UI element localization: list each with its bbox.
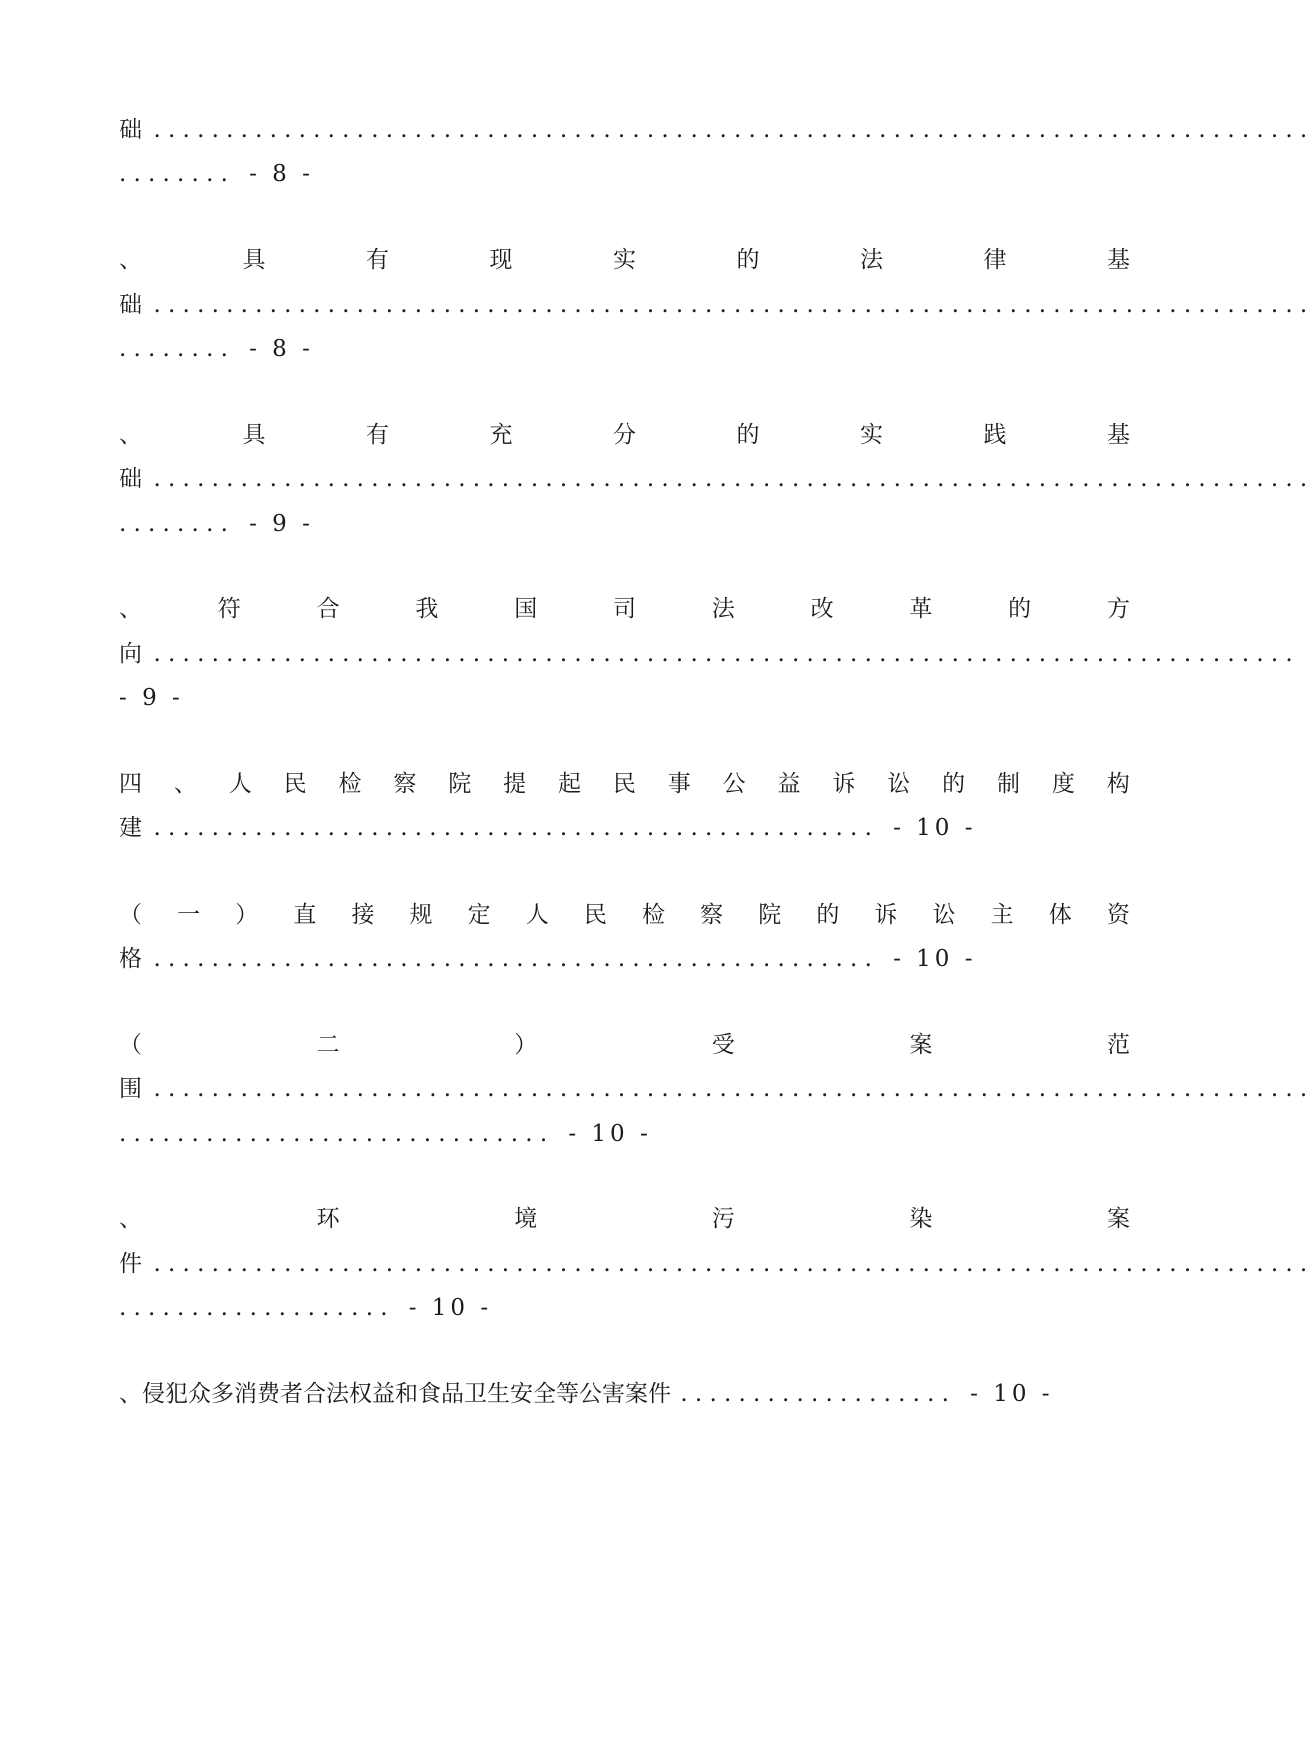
toc-heading-char: 民	[583, 902, 607, 928]
toc-heading-char: （	[119, 902, 142, 928]
toc-heading-char: ）	[235, 902, 259, 928]
toc-entry-5-line	[119, 808, 1130, 848]
toc-entry-8-tail: 件	[119, 1251, 145, 1277]
toc-heading-char: 国	[514, 596, 538, 622]
toc-entry-3-cont	[119, 504, 1130, 544]
toc-entry-2-heading[interactable]	[119, 240, 1130, 280]
toc-heading-char: 察	[700, 902, 724, 928]
toc-heading-char: 的	[942, 771, 966, 797]
toc-heading-char: 具	[242, 422, 266, 448]
toc-heading-char: 讼	[932, 902, 956, 928]
toc-heading-char: 人	[228, 771, 252, 797]
toc-heading-char: 范	[1106, 1032, 1130, 1058]
toc-heading-char: 接	[351, 902, 375, 928]
dot-leader: ...............................................................................	[153, 641, 1300, 667]
toc-heading-char: 我	[415, 596, 439, 622]
toc-entry-1-tail: 础	[119, 117, 145, 143]
toc-entry-3-page[interactable]: - 9 -	[249, 511, 314, 537]
toc-entry-2-tail: 础	[119, 292, 145, 318]
toc-heading-char: 案	[1106, 1206, 1130, 1232]
toc-heading-char: 方	[1106, 596, 1130, 622]
toc-entry-1-line	[119, 110, 1314, 150]
toc-heading-char: 受	[711, 1032, 735, 1058]
dot-leader: ................................................................................	[153, 1076, 1314, 1102]
toc-heading-char: 检	[338, 771, 362, 797]
toc-heading-char: 有	[366, 422, 389, 448]
toc-heading-char: 益	[777, 771, 801, 797]
toc-heading-char: 律	[983, 247, 1007, 273]
toc-heading-char: 境	[514, 1206, 538, 1232]
toc-heading-char: 法	[711, 596, 735, 622]
toc-heading-char: 具	[242, 247, 266, 273]
dot-leader: ..............................	[119, 1121, 555, 1147]
toc-heading-char: 四	[119, 771, 142, 797]
toc-heading-char: 主	[990, 902, 1014, 928]
toc-heading-char: 法	[860, 247, 883, 273]
toc-entry-4-heading[interactable]	[119, 589, 1130, 629]
toc-heading-char: 一	[177, 902, 201, 928]
toc-entry-2-cont	[119, 329, 1130, 369]
toc-entry-5-heading[interactable]	[119, 764, 1130, 804]
toc-entry-7-heading[interactable]	[119, 1025, 1130, 1065]
toc-heading-char: 基	[1107, 247, 1130, 273]
toc-entry-3-heading[interactable]	[119, 415, 1130, 455]
toc-heading-char: （	[119, 1032, 142, 1058]
dot-leader: ...................	[119, 1295, 395, 1321]
toc-heading-char: 的	[736, 422, 760, 448]
toc-heading-char: 的	[816, 902, 840, 928]
dot-leader: ..................................................	[153, 946, 880, 972]
toc-heading-char: 有	[366, 247, 389, 273]
toc-heading-char: 案	[909, 1032, 933, 1058]
toc-heading-char: 实	[613, 247, 636, 273]
toc-entry-7-cont	[119, 1114, 1130, 1154]
toc-heading-char: 直	[293, 902, 317, 928]
toc-heading-char: 定	[467, 902, 491, 928]
dot-leader: ..................................................	[153, 815, 880, 841]
toc-entry-7-line	[119, 1069, 1314, 1109]
dot-leader: ...................	[680, 1381, 957, 1407]
toc-heading-char: 、	[119, 247, 142, 273]
toc-heading-char: 察	[393, 771, 417, 797]
toc-entry-8-cont	[119, 1288, 1130, 1328]
toc-heading-char: 院	[758, 902, 782, 928]
toc-entry-9-title: 、侵犯众多消费者合法权益和食品卫生安全等公害案件	[119, 1381, 671, 1407]
toc-heading-char: 合	[316, 596, 340, 622]
toc-heading-char: 资	[1106, 902, 1130, 928]
toc-entry-4-tail: 向	[119, 641, 145, 667]
toc-entry-8-heading[interactable]	[119, 1199, 1130, 1239]
toc-heading-char: 民	[283, 771, 307, 797]
toc-heading-char: 司	[612, 596, 636, 622]
toc-entry-6-page[interactable]: - 10 -	[893, 946, 977, 972]
dot-leader: ........	[119, 161, 236, 187]
toc-heading-char: 讼	[887, 771, 911, 797]
toc-heading-char: 公	[722, 771, 746, 797]
toc-entry-3-line	[119, 459, 1314, 499]
toc-heading-char: 度	[1051, 771, 1075, 797]
toc-heading-char: 的	[1008, 596, 1032, 622]
toc-heading-char: 提	[503, 771, 527, 797]
dot-leader: ........	[119, 511, 236, 537]
toc-entry-4-cont	[119, 678, 1130, 718]
toc-heading-char: 分	[613, 422, 636, 448]
dot-leader: ................................................................................	[153, 117, 1314, 143]
toc-entry-6-tail: 格	[119, 946, 145, 972]
toc-heading-char: 规	[409, 902, 433, 928]
toc-entry-4-page[interactable]: - 9 -	[119, 685, 184, 711]
dot-leader: ................................................................................	[153, 292, 1314, 318]
toc-entry-5-page[interactable]: - 10 -	[893, 815, 977, 841]
toc-entry-9-line[interactable]	[119, 1374, 1130, 1414]
toc-heading-char: 检	[641, 902, 665, 928]
toc-entry-6-heading[interactable]	[119, 895, 1130, 935]
dot-leader: ................................................................................	[153, 1251, 1314, 1277]
toc-heading-char: 基	[1107, 422, 1130, 448]
toc-entry-1-page[interactable]: - 8 -	[249, 161, 314, 187]
toc-heading-char: 践	[983, 422, 1007, 448]
toc-entry-3-tail: 础	[119, 466, 145, 492]
toc-heading-char: 污	[711, 1206, 735, 1232]
toc-heading-char: 事	[667, 771, 691, 797]
toc-heading-char: 实	[860, 422, 883, 448]
toc-heading-char: 充	[489, 422, 513, 448]
toc-heading-char: 现	[489, 247, 513, 273]
toc-entry-4-line	[119, 634, 1300, 674]
toc-entry-8-page[interactable]: - 10 -	[408, 1295, 493, 1321]
toc-heading-char: 革	[909, 596, 933, 622]
toc-heading-char: 诉	[874, 902, 898, 928]
toc-entry-7-tail: 围	[119, 1076, 145, 1102]
toc-heading-char: 起	[558, 771, 581, 797]
toc-heading-char: 民	[612, 771, 636, 797]
toc-entry-5-tail: 建	[119, 815, 145, 841]
dot-leader: ................................................................................	[153, 466, 1314, 492]
toc-heading-char: 染	[909, 1206, 933, 1232]
toc-heading-char: 、	[119, 596, 142, 622]
toc-heading-char: 构	[1106, 771, 1130, 797]
toc-entry-1-cont	[119, 154, 1130, 194]
toc-heading-char: 制	[997, 771, 1020, 797]
toc-heading-char: 诉	[832, 771, 856, 797]
toc-heading-char: 改	[810, 596, 834, 622]
toc-heading-char: ）	[514, 1032, 538, 1058]
toc-heading-char: 符	[217, 596, 241, 622]
toc-entry-7-page[interactable]: - 10 -	[568, 1121, 652, 1147]
toc-heading-char: 的	[736, 247, 760, 273]
toc-entry-2-page[interactable]: - 8 -	[249, 336, 314, 362]
toc-heading-char: 二	[316, 1032, 340, 1058]
toc-heading-char: 体	[1048, 902, 1072, 928]
toc-entry-2-line	[119, 285, 1314, 325]
toc-entry-8-line	[119, 1244, 1314, 1284]
toc-heading-char: 人	[525, 902, 549, 928]
toc-heading-char: 、	[173, 771, 197, 797]
toc-heading-char: 院	[448, 771, 472, 797]
dot-leader: ........	[119, 336, 236, 362]
toc-heading-char: 环	[316, 1206, 340, 1232]
toc-heading-char: 、	[119, 1206, 142, 1232]
toc-entry-9-page[interactable]: - 10 -	[970, 1381, 1054, 1407]
toc-entry-6-line	[119, 939, 1130, 979]
toc-heading-char: 、	[119, 422, 142, 448]
